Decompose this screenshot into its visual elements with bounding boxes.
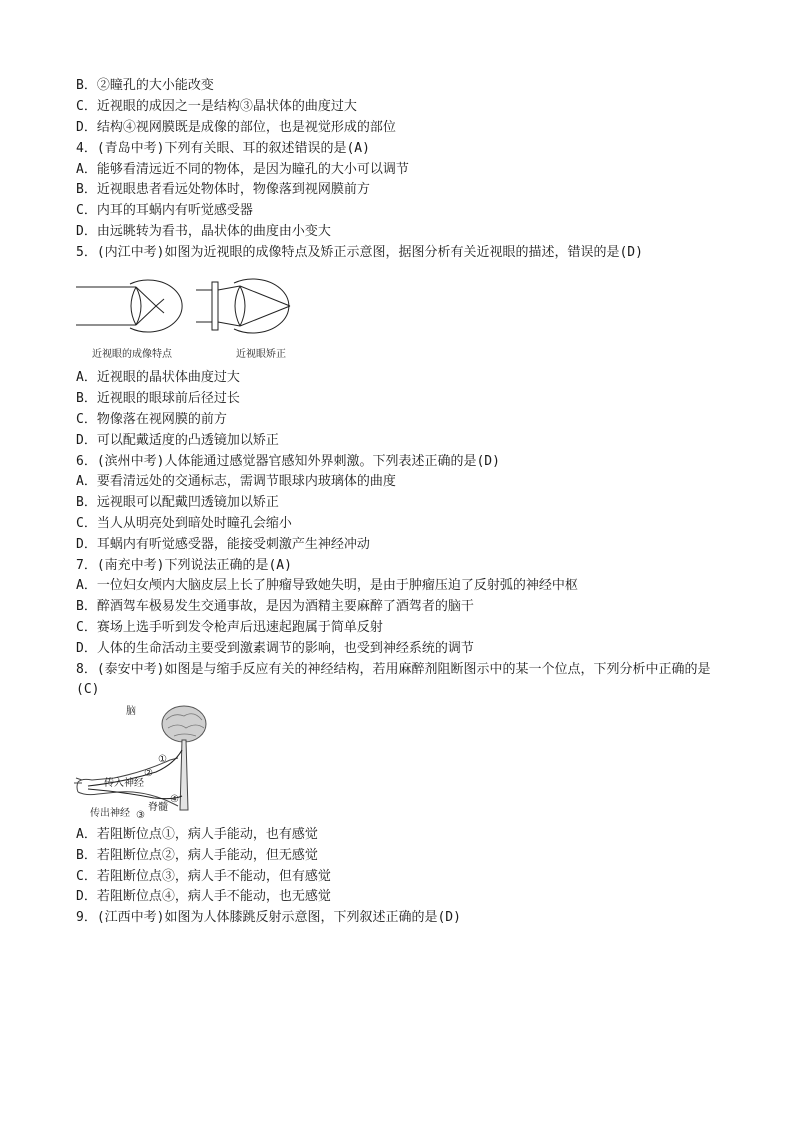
myopic-eye-diagram: [76, 280, 182, 332]
text-line: B．②瞳孔的大小能改变: [76, 78, 214, 93]
question-7: 7．(南充中考)下列说法正确的是(A): [76, 558, 292, 573]
text-line: A．要看清远处的交通标志，需调节眼球内玻璃体的曲度: [76, 474, 396, 489]
brain-illustration: [162, 706, 206, 742]
question-5: 5．(内江中考)如图为近视眼的成像特点及矫正示意图，据图分析有关近视眼的描述，错误的是(D): [76, 245, 643, 260]
text-line: C．当人从明亮处到暗处时瞳孔会缩小: [76, 516, 292, 531]
nerve-pathways: [88, 750, 182, 799]
brain-label: 脑: [126, 706, 136, 717]
text-line: C．若阻断位点③，病人手不能动，但有感觉: [76, 869, 331, 884]
text-line: C．赛场上选手听到发令枪声后迅速起跑属于简单反射: [76, 620, 383, 635]
text-line: A．能够看清远近不同的物体，是因为瞳孔的大小可以调节: [76, 162, 409, 177]
question-8: 8．(泰安中考)如图是与缩手反应有关的神经结构，若用麻醉剂阻断图示中的某一个位点，下列分析中正确的是(C): [76, 662, 711, 697]
question-9: 9．(江西中考)如图为人体膝跳反射示意图，下列叙述正确的是(D): [76, 910, 461, 925]
text-line: D．若阻断位点④，病人手不能动，也无感觉: [76, 889, 331, 904]
point-2-label: ②: [144, 768, 153, 779]
text-line: D．人体的生命活动主要受到激素调节的影响，也受到神经系统的调节: [76, 641, 474, 656]
question-4: 4．(青岛中考)下列有关眼、耳的叙述错误的是(A): [76, 141, 370, 156]
text-line: B．若阻断位点②，病人手能动，但无感觉: [76, 848, 318, 863]
reflex-arc-figure: [74, 700, 214, 822]
correction-caption: 近视眼矫正: [236, 349, 286, 360]
spinal-label: 脊髓: [148, 802, 168, 813]
question-6: 6．(滨州中考)人体能通过感觉器官感知外界刺激。下列表述正确的是(D): [76, 454, 500, 469]
text-line: B．近视眼的眼球前后径过长: [76, 391, 240, 406]
afferent-label: 传入神经: [104, 778, 144, 789]
point-3-label: ③: [136, 810, 145, 821]
efferent-label: 传出神经: [90, 808, 130, 819]
text-line: B．醉酒驾车极易发生交通事故，是因为酒精主要麻醉了酒驾者的脑干: [76, 599, 474, 614]
text-line: D．耳蜗内有听觉感受器，能接受刺激产生神经冲动: [76, 537, 370, 552]
text-line: C．近视眼的成因之一是结构③晶状体的曲度过大: [76, 99, 357, 114]
text-line: A．若阻断位点①，病人手能动，也有感觉: [76, 827, 318, 842]
text-line: B．远视眼可以配戴凹透镜加以矫正: [76, 495, 279, 510]
text-line: A．一位妇女颅内大脑皮层上长了肿瘤导致她失明，是由于肿瘤压迫了反射弧的神经中枢: [76, 578, 578, 593]
text-line: B．近视眼患者看远处物体时，物像落到视网膜前方: [76, 182, 370, 197]
point-4-label: ④: [170, 794, 179, 805]
point-1-label: ①: [158, 754, 167, 765]
text-line: A．近视眼的晶状体曲度过大: [76, 370, 240, 385]
text-line: D．由远眺转为看书，晶状体的曲度由小变大: [76, 224, 331, 239]
myopia-caption: 近视眼的成像特点: [92, 349, 172, 360]
myopia-figure: [74, 278, 304, 338]
text-line: D．结构④视网膜既是成像的部位，也是视觉形成的部位: [76, 120, 396, 135]
corrected-eye-diagram: [196, 279, 290, 333]
text-line: C．内耳的耳蜗内有听觉感受器: [76, 203, 253, 218]
text-line: C．物像落在视网膜的前方: [76, 412, 227, 427]
text-line: D．可以配戴适度的凸透镜加以矫正: [76, 433, 279, 448]
